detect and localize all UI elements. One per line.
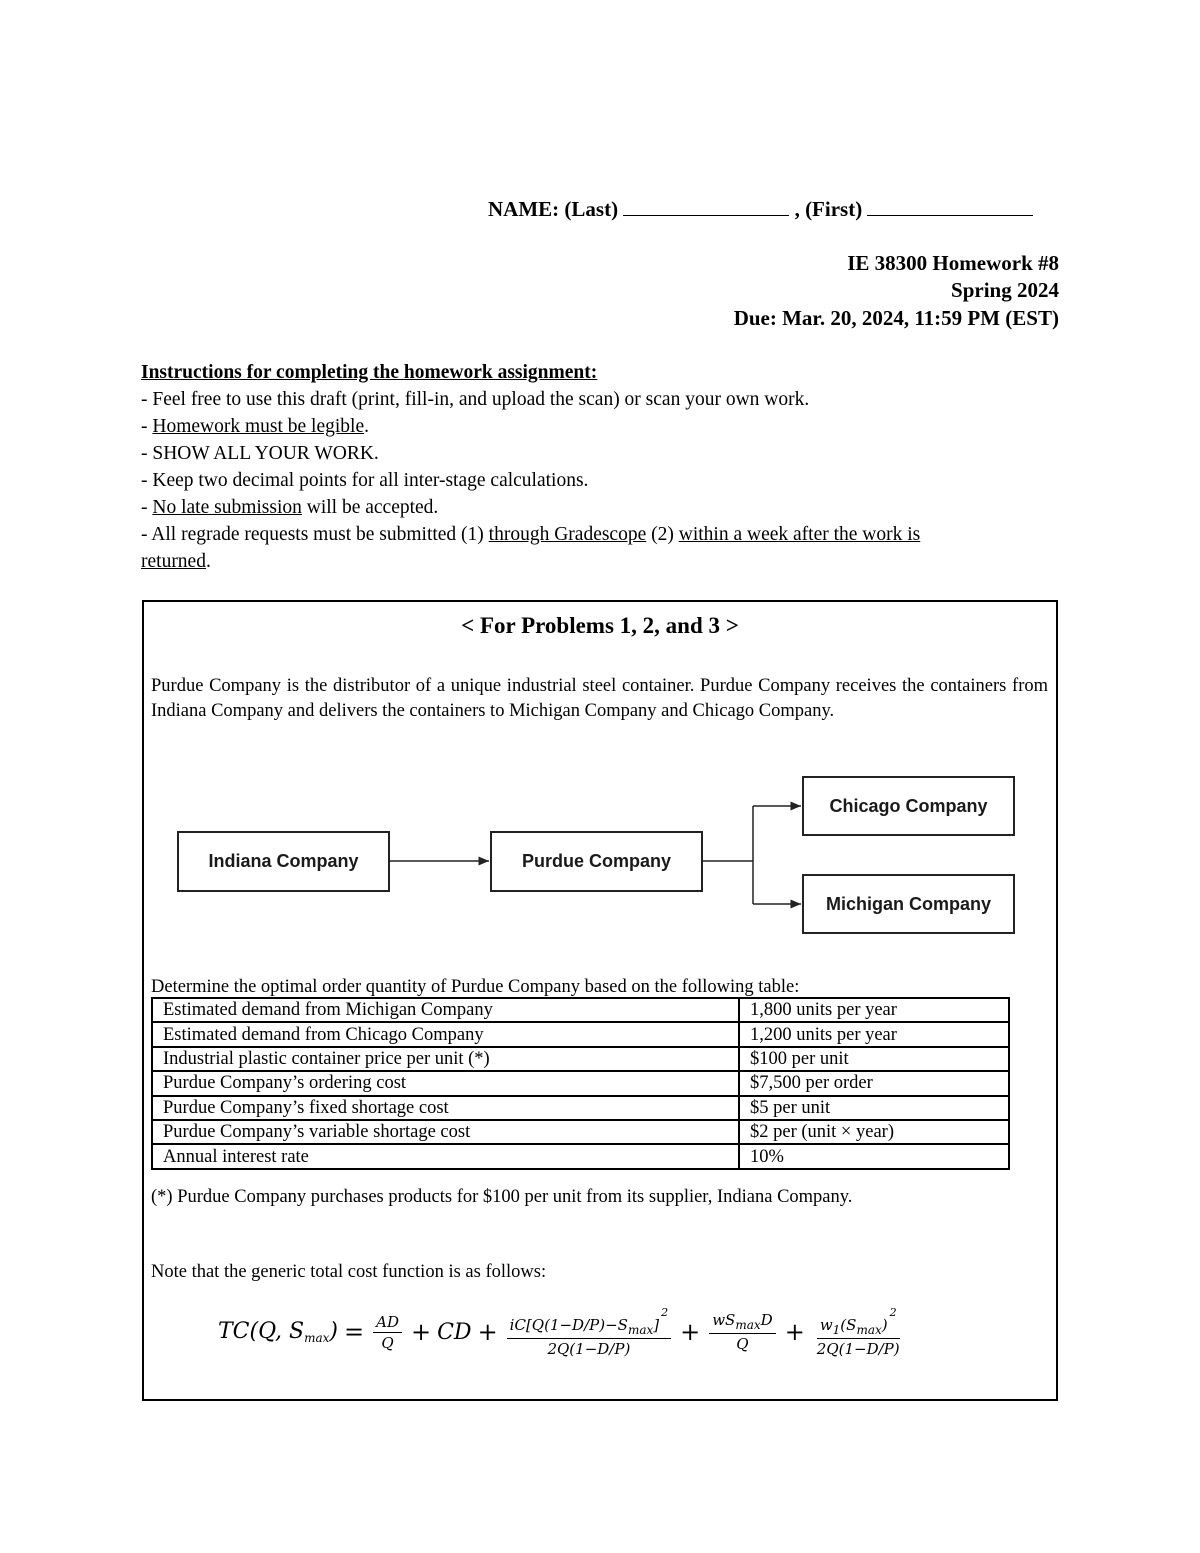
param-value: $2 per (unit × year)	[739, 1120, 1009, 1144]
formula-lhs-text: TC(Q, S	[218, 1319, 305, 1344]
table-row	[152, 1144, 1009, 1168]
instruction-6-mid: (2)	[646, 524, 679, 545]
node-purdue-company: Purdue Company	[490, 831, 703, 892]
node-chicago-company: Chicago Company	[802, 776, 1015, 836]
term-fixed-shortage-den: Q	[736, 1335, 749, 1353]
term-variable-shortage-num	[817, 1306, 900, 1339]
instruction-7-emphasis: returned	[141, 551, 206, 572]
term-variable-shortage-num-c: )	[881, 1316, 888, 1334]
param-label: Purdue Company’s ordering cost	[152, 1071, 739, 1095]
term-holding-den: 2Q(1−D/P)	[547, 1340, 631, 1358]
instruction-6-emphasis-2: within a week after the work is	[678, 524, 921, 545]
instruction-2-emphasis: Homework must be legible	[152, 416, 365, 437]
formula-lhs	[218, 1319, 338, 1345]
term-holding-num	[507, 1306, 671, 1339]
term-variable-shortage	[814, 1306, 903, 1358]
course-title: IE 38300 Homework #8	[847, 251, 1059, 275]
last-name-label: NAME: (Last)	[488, 197, 619, 221]
term-holding	[507, 1306, 671, 1358]
term-fixed-shortage-num-b: D	[760, 1311, 773, 1329]
term-fixed-shortage-num-a: wS	[712, 1311, 736, 1329]
term-fixed-shortage-num	[709, 1311, 775, 1334]
table-row	[152, 998, 1009, 1022]
term-ordering	[373, 1313, 402, 1352]
instruction-7-suffix: .	[205, 551, 211, 572]
param-value: $7,500 per order	[739, 1071, 1009, 1095]
instruction-5-suffix: will be accepted.	[301, 497, 439, 518]
param-value: $5 per unit	[739, 1096, 1009, 1120]
formula-note: Note that the generic total cost function is as follows:	[151, 1262, 547, 1282]
formula-lhs-close: )	[329, 1319, 338, 1344]
table-row	[152, 1096, 1009, 1120]
plus-sign: +	[410, 1318, 432, 1346]
problem-intro: Purdue Company is the distributor of a unique industrial steel container. Purdue Company receives the containers from Indiana Company and delivers the containers to Michigan Company and Chicago Company.	[151, 676, 1048, 721]
param-label: Estimated demand from Michigan Company	[152, 998, 739, 1022]
first-name-label: , (First)	[794, 197, 863, 221]
node-michigan-company: Michigan Company	[802, 874, 1015, 934]
instruction-5-emphasis: No late submission	[152, 497, 302, 518]
table-row	[152, 1071, 1009, 1095]
formula-lhs-sub: max	[304, 1331, 330, 1345]
term-ordering-den: Q	[381, 1333, 394, 1352]
term-variable-shortage-num-b: (S	[840, 1316, 857, 1334]
term-variable-shortage-den: 2Q(1−D/P)	[816, 1340, 900, 1358]
param-value: $100 per unit	[739, 1047, 1009, 1071]
plus-sign: +	[784, 1318, 805, 1346]
param-value: 1,800 units per year	[739, 998, 1009, 1022]
plus-sign: +	[680, 1318, 701, 1346]
term-holding-num-sub: max	[627, 1323, 654, 1337]
term-fixed-shortage-num-sub: max	[735, 1318, 761, 1332]
term-holding-exp: 2	[661, 1306, 669, 1319]
term-holding-num-b: ]	[653, 1316, 660, 1334]
parameters-table	[151, 997, 1010, 1170]
param-label: Annual interest rate	[152, 1144, 739, 1168]
instructions-heading: Instructions for completing the homework assignment:	[141, 362, 598, 383]
term-variable-shortage-num-sub1: 1	[832, 1323, 841, 1337]
param-label: Estimated demand from Chicago Company	[152, 1022, 739, 1046]
param-value: 1,200 units per year	[739, 1022, 1009, 1046]
param-label: Industrial plastic container price per unit (*)	[152, 1047, 739, 1071]
due-date: Due: Mar. 20, 2024, 11:59 PM (EST)	[733, 306, 1059, 330]
problem-box-title: < For Problems 1, 2, and 3 >	[461, 613, 739, 638]
term: Spring 2024	[951, 278, 1059, 302]
instruction-3: - SHOW ALL YOUR WORK.	[141, 443, 379, 464]
term-purchase: CD	[437, 1319, 472, 1345]
table-row	[152, 1120, 1009, 1144]
param-value: 10%	[739, 1144, 1009, 1168]
term-fixed-shortage	[709, 1311, 775, 1353]
table-row	[152, 1022, 1009, 1046]
instruction-2-prefix: -	[141, 416, 153, 437]
node-indiana-company: Indiana Company	[177, 831, 390, 892]
instruction-1: - Feel free to use this draft (print, fill-in, and upload the scan) or scan your own work.	[141, 389, 810, 410]
term-ordering-num: AD	[373, 1313, 402, 1333]
instruction-6-prefix: - All regrade requests must be submitted (1)	[141, 524, 489, 545]
param-label: Purdue Company’s fixed shortage cost	[152, 1096, 739, 1120]
instruction-2-suffix: .	[364, 416, 369, 437]
instruction-5-prefix: -	[141, 497, 153, 518]
equals-sign: =	[344, 1318, 365, 1346]
total-cost-formula	[218, 1302, 978, 1362]
table-intro: Determine the optimal order quantity of Purdue Company based on the following table:	[151, 977, 800, 997]
plus-sign: +	[477, 1318, 498, 1346]
instruction-4: - Keep two decimal points for all inter-stage calculations.	[141, 470, 589, 491]
instruction-6-emphasis-1: through Gradescope	[488, 524, 647, 545]
term-variable-shortage-num-sub2: max	[856, 1323, 882, 1337]
table-footnote: (*) Purdue Company purchases products for $100 per unit from its supplier, Indiana Company.	[151, 1187, 853, 1207]
term-variable-shortage-exp: 2	[889, 1306, 897, 1319]
param-label: Purdue Company’s variable shortage cost	[152, 1120, 739, 1144]
term-holding-num-a: iC[Q(1−D/P)−S	[509, 1316, 628, 1334]
term-variable-shortage-num-a: w	[819, 1316, 833, 1334]
table-row	[152, 1047, 1009, 1071]
